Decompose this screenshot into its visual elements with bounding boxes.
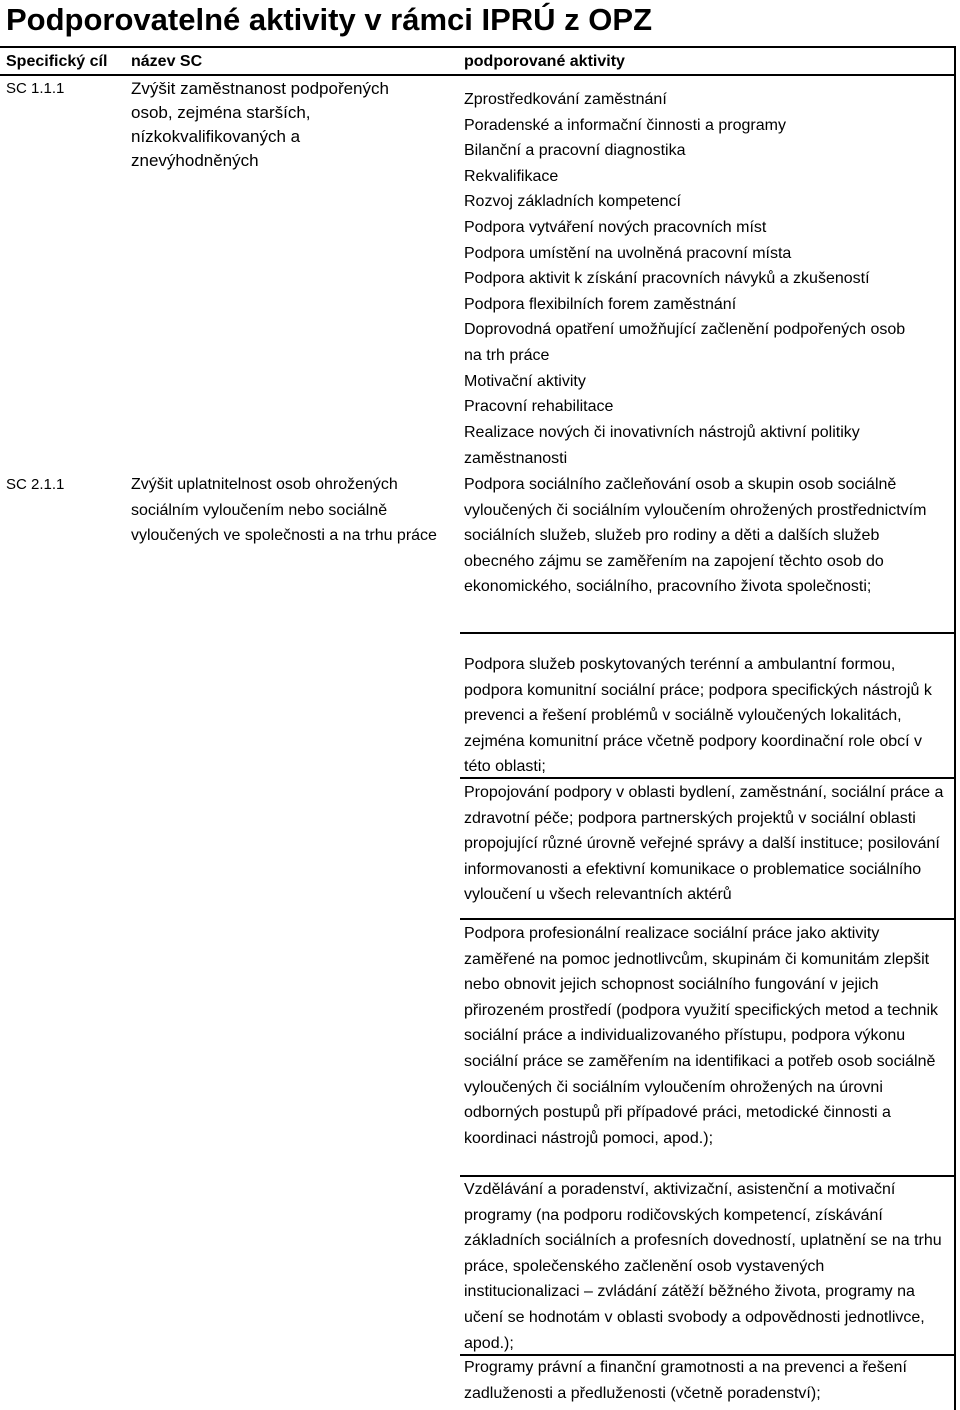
activity-item: Realizace nových či inovativních nástrojů aktivní politiky zaměstnanosti [464,424,860,467]
table-top-border [0,46,956,48]
activity-separator [460,632,956,634]
header-specific-goal: Specifický cíl [6,53,108,70]
activity-item: Propojování podpory v oblasti bydlení, zaměstnání, sociální práce a zdravotní péče; podpora partnerských projektů v sociální oblasti propojující různé úrovně veřejné správy a další instituce; posilování informovanosti a efektivní komunikace o problematice sociálního vyloučení u všech relevantních aktérů [464,784,944,904]
activity-item: Bilanční a pracovní diagnostika [464,142,686,159]
activity-item: Podpora aktivit k získání pracovních návyků a zkušeností [464,270,870,287]
activity-separator [460,918,956,920]
activity-item: Doprovodná opatření umožňující začlenění podpořených osob na trh práce [464,321,906,364]
activity-item: Rekvalifikace [464,168,559,185]
sc-name: Zvýšit zaměstnanost podpořených osob, zejména starších, nízkokvalifikovaných a znevýhodněných [131,79,389,170]
activity-item: Poradenské a informační činnosti a programy [464,117,786,134]
header-activities: podporované aktivity [464,53,625,70]
activity-item: Podpora vytváření nových pracovních míst [464,219,767,236]
row-code: SC 1.1.1 [6,80,65,97]
row-code: SC 2.1.1 [6,476,65,493]
activity-item: Podpora služeb poskytovaných terénní a ambulantní formou, podpora komunitní sociální práce; podpora specifických nástrojů k prevenci a řešení problémů v sociálně vyloučených lokalitách, zejména komunitní práce včetně podpory koordinační role obcí v této oblasti; [464,656,932,776]
activity-item: Podpora sociálního začleňování osob a skupin osob sociálně vyloučených či sociálním vyloučením ohrožených prostřednictvím sociálních služeb, služeb pro rodiny a děti a dalších služeb obecného zájmu se zaměřením na zapojení těchto osob do ekonomického, sociálního, pracovního života společnosti; [464,476,927,596]
activity-item: Programy právní a finanční gramotnosti a na prevenci a řešení zadluženosti a předluženosti (včetně poradenství); [464,1359,907,1402]
activity-item: Zprostředkování zaměstnání [464,91,667,108]
page-title: Podporovatelné aktivity v rámci IPRÚ z OPZ [6,2,653,37]
activity-item: Podpora profesionální realizace sociální práce jako aktivity zaměřené na pomoc jednotlivcům, skupinám či komunitám zlepšit nebo obnovit jejich schopnost sociálního fungování v jejich přirozeném prostředí (podpora využití specifických metod a technik sociální práce a individualizovaného přístupu, podpora výkonu sociální práce se zaměřením na identifikaci a potřeb osob sociálně vyloučených či sociálním vyloučením ohrožených na úrovni odborných postupů při případové práci, metodické činnosti a koordinaci nástrojů pomoci, apod.); [464,925,938,1147]
header-sc-name: název SC [131,53,203,70]
activity-item: Podpora flexibilních forem zaměstnání [464,296,737,313]
activity-separator [460,777,956,779]
table-right-border [954,48,956,1410]
sc-name: Zvýšit uplatnitelnost osob ohrožených sociálním vyloučením nebo sociálně vyloučených ve společnosti a na trhu práce [131,476,437,544]
activity-item: Rozvoj základních kompetencí [464,193,681,210]
activity-item: Podpora umístění na uvolněná pracovní místa [464,245,792,262]
activity-item: Motivační aktivity [464,373,586,390]
activity-item: Pracovní rehabilitace [464,398,614,415]
activity-item: Vzdělávání a poradenství, aktivizační, asistenční a motivační programy (na podporu rodičovských kompetencí, získávání základních sociálních a profesních dovedností, uplatnění se na trhu práce, společenského začlenění osob vystavených institucionalizaci – zvládání zátěží běžného života, programy na učení se hodnotám v oblasti svobody a odpovědnosti jednotlivce, apod.); [464,1181,942,1352]
header-bottom-border [0,74,956,76]
